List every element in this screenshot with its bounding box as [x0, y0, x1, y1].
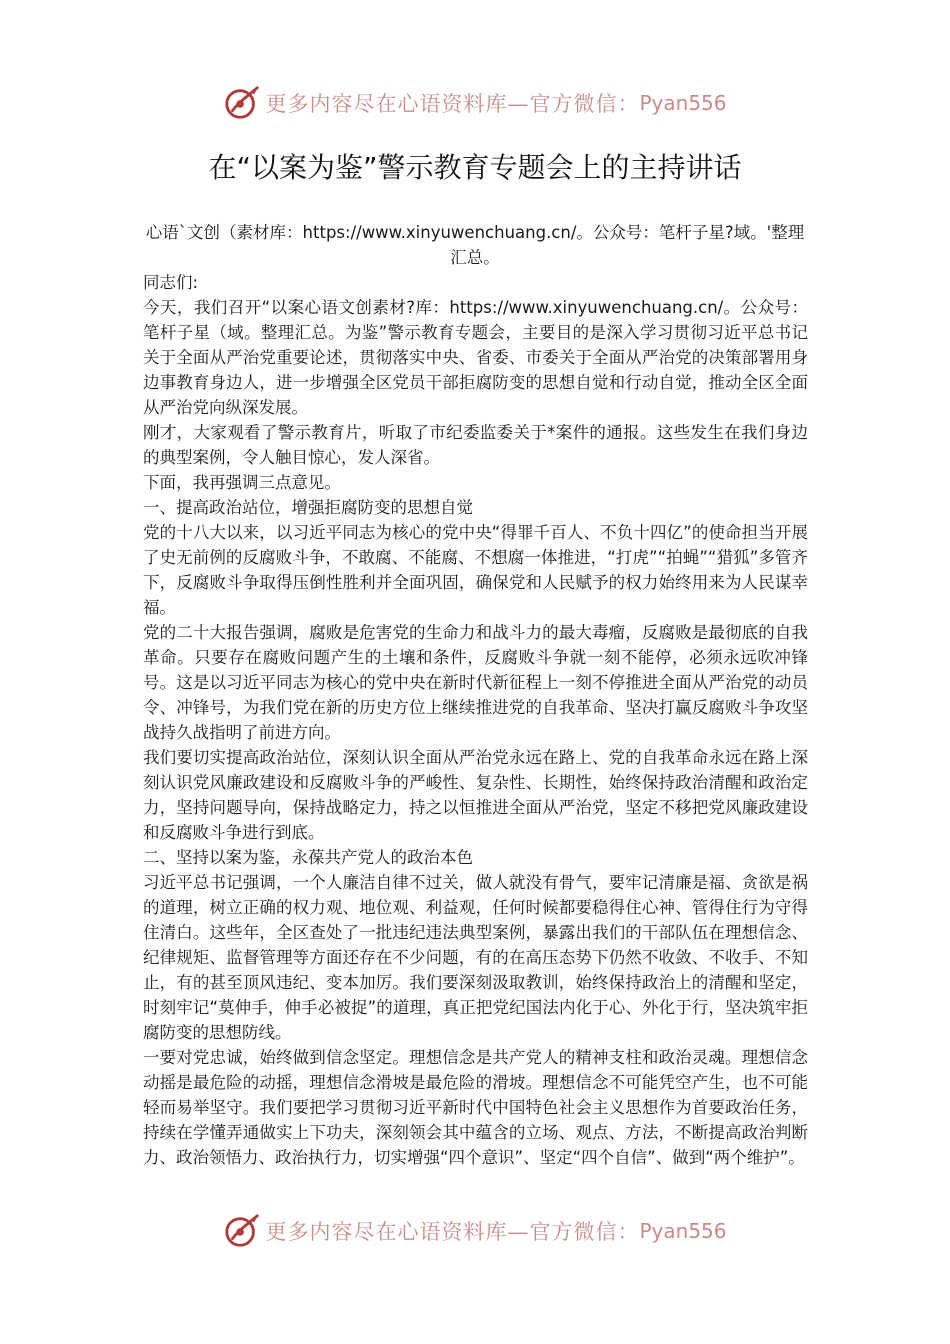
banner-text: 更多内容尽在心语资料库—官方微信： [265, 1220, 640, 1244]
paragraph: 党的十八大以来，以习近平同志为核心的党中央“得罪千百人、不负十四亿”的使命担当开展了史无前例的反腐败斗争，不敢腐、不能腐、不想腐一体推进，“打虎”“拍蝇”“猎狐”多管齐下，反腐败斗争取得压倒性胜利并全面巩固，确保党和人民赋予的权力始终用来为人民谋幸福。 [143, 523, 808, 617]
document-source: 心语`文创（素材库：https://www.xinyuwenchuang.cn/。公众号：笔杆子星?域。'整理汇总。 [145, 223, 805, 267]
paragraph: 一要对党忠诚，始终做到信念坚定。理想信念是共产党人的精神支柱和政治灵魂。理想信念动摇是最危险的动摇，理想信念滑坡是最危险的滑坡。理想信念不可能凭空产生，也不可能轻而易举坚守。我们要把学习贯彻习近平新时代中国特色社会主义思想作为首要政治任务，持续在学懂弄通做实上下功夫，深刻领会其中蕴含的立场、观点、方法，不断提高政治判断力、政治领悟力、政治执行力，切实增强“四个意识”、坚定“四个自信”、做到“两个维护”。 [143, 1048, 808, 1167]
paragraph: 刚才，大家观看了警示教育片，听取了市纪委监委关于*案件的通报。这些发生在我们身边的典型案例，令人触目惊心，发人深省。 [143, 423, 808, 467]
salutation: 同志们: [143, 273, 199, 292]
banner-text: 更多内容尽在心语资料库—官方微信： [265, 92, 640, 116]
paragraph: 今天，我们召开“以案心语文创素材?库：https://www.xinyuwenchuang.cn/。公众号：笔杆子星（域。整理汇总。为鉴”警示教育专题会，主要目的是深入学习贯彻习近平总书记关于全面从严治党重要论述，贯彻落实中央、省委、市委关于全面从严治党的决策部署用身边事教育身边人，进一步增强全区党员干部拒腐防变的思想自觉和行动自觉，推动全区全面从严治党向纵深发展。 [143, 298, 808, 417]
document-title: 在“以案为鉴”警示教育专题会上的主持讲话 [208, 151, 742, 184]
banner-contact: Pyan556 [639, 91, 727, 115]
pen-logo-icon [223, 1212, 261, 1250]
paragraph: 党的二十大报告强调，腐败是危害党的生命力和战斗力的最大毒瘤，反腐败是最彻底的自我革命。只要存在腐败问题产生的土壤和条件，反腐败斗争就一刻不能停，必须永远吹冲锋号。这是以习近平同志为核心的党中央在新时代新征程上一刻不停推进全面从严治党的动员令、冲锋号，为我们党在新的历史方位上继续推进党的自我革命、坚决打赢反腐败斗争攻坚战持久战指明了前进方向。 [143, 623, 808, 742]
paragraph: 下面，我再强调三点意见。 [143, 473, 341, 492]
pen-logo-icon [223, 84, 261, 122]
footer-banner [0, 1206, 950, 1256]
document-body [143, 270, 808, 1170]
section-heading: 一、提高政治站位，增强拒腐防变的思想自觉 [143, 498, 473, 517]
paragraph: 我们要切实提高政治站位，深刻认识全面从严治党永远在路上、党的自我革命永远在路上深刻认识党风廉政建设和反腐败斗争的严峻性、复杂性、长期性，始终保持政治清醒和政治定力，坚持问题导向，保持战略定力，持之以恒推进全面从严治党，坚定不移把党风廉政建设和反腐败斗争进行到底。 [143, 748, 808, 842]
section-heading: 二、坚持以案为鉴，永葆共产党人的政治本色 [143, 848, 473, 867]
banner-contact: Pyan556 [639, 1219, 727, 1243]
paragraph: 习近平总书记强调，一个人廉洁自律不过关，做人就没有骨气，要牢记清廉是福、贪欲是祸的道理，树立正确的权力观、地位观、利益观，任何时候都要稳得住心神、管得住行为守得住清白。这些年，全区查处了一批违纪违法典型案例，暴露出我们的干部队伍在理想信念、纪律规矩、监督管理等方面还存在不少问题，有的在高压态势下仍然不收敛、不收手、不知止，有的甚至顶风违纪、变本加厉。我们要深刻汲取教训，始终保持政治上的清醒和坚定，时刻牢记“莫伸手，伸手必被捉”的道理，真正把党纪国法内化于心、外化于行，坚决筑牢拒腐防变的思想防线。 [143, 873, 808, 1042]
header-banner [0, 78, 950, 128]
